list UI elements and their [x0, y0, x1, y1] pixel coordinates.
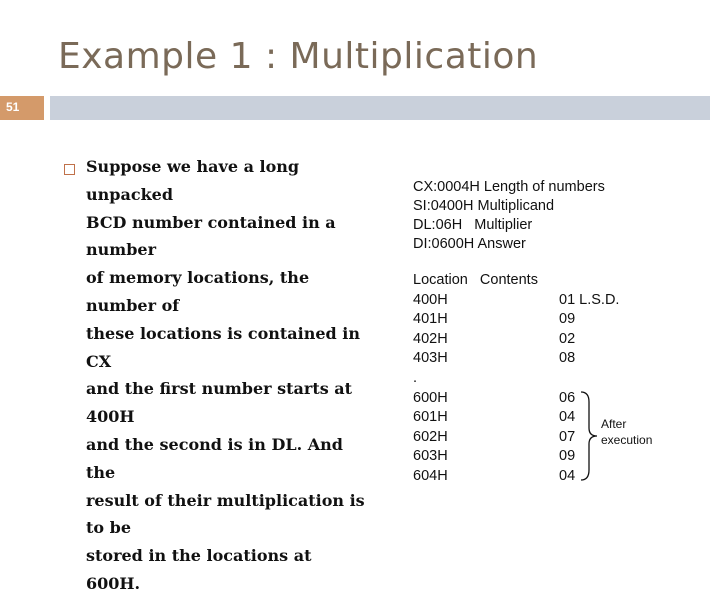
- register-line-dl: DL:06H Multiplier: [413, 217, 533, 233]
- register-info: [413, 178, 605, 254]
- location-cell: 604H: [413, 467, 448, 484]
- page-title: Example 1 : Multiplication: [58, 36, 539, 77]
- location-cell: 603H: [413, 448, 448, 465]
- location-cell: 601H: [413, 409, 448, 426]
- location-cell: 401H: [413, 311, 448, 328]
- curly-brace-icon: [578, 390, 600, 482]
- after-execution-label: After execution: [601, 417, 653, 447]
- contents-cell: 07: [559, 428, 576, 445]
- table-header-text: Location Contents: [413, 272, 538, 288]
- bullet-square-icon: [64, 164, 75, 175]
- contents-cell: 09: [559, 311, 576, 328]
- location-cell: 602H: [413, 428, 448, 445]
- contents-cell: 08: [559, 350, 576, 367]
- contents-cell: 02: [559, 330, 576, 347]
- title-divider-bar: [50, 96, 710, 120]
- bullet-paragraph: Suppose we have a long unpacked BCD number contained in a number of memory locations, the number of these locations is contained in CX and the first number starts at 400H and the second is in DL. And the result of their multiplication is to be stored in the locations at 600H.: [86, 157, 365, 593]
- location-cell: 400H: [413, 291, 448, 308]
- register-line-si: SI:0400H Multiplicand: [413, 198, 555, 214]
- contents-cell: 04: [559, 409, 576, 426]
- contents-cell: 01 L.S.D.: [559, 291, 620, 308]
- contents-cell: 04: [559, 467, 576, 484]
- location-cell: 403H: [413, 350, 448, 367]
- location-cell: 600H: [413, 389, 448, 406]
- contents-cell: 06: [559, 389, 576, 406]
- location-cell: 402H: [413, 330, 448, 347]
- location-cell: .: [413, 369, 418, 386]
- slide-number: 51: [6, 100, 20, 114]
- contents-cell: 09: [559, 448, 576, 465]
- register-line-di: DI:0600H Answer: [413, 236, 526, 252]
- register-line-cx: CX:0004H Length of numbers: [413, 179, 605, 195]
